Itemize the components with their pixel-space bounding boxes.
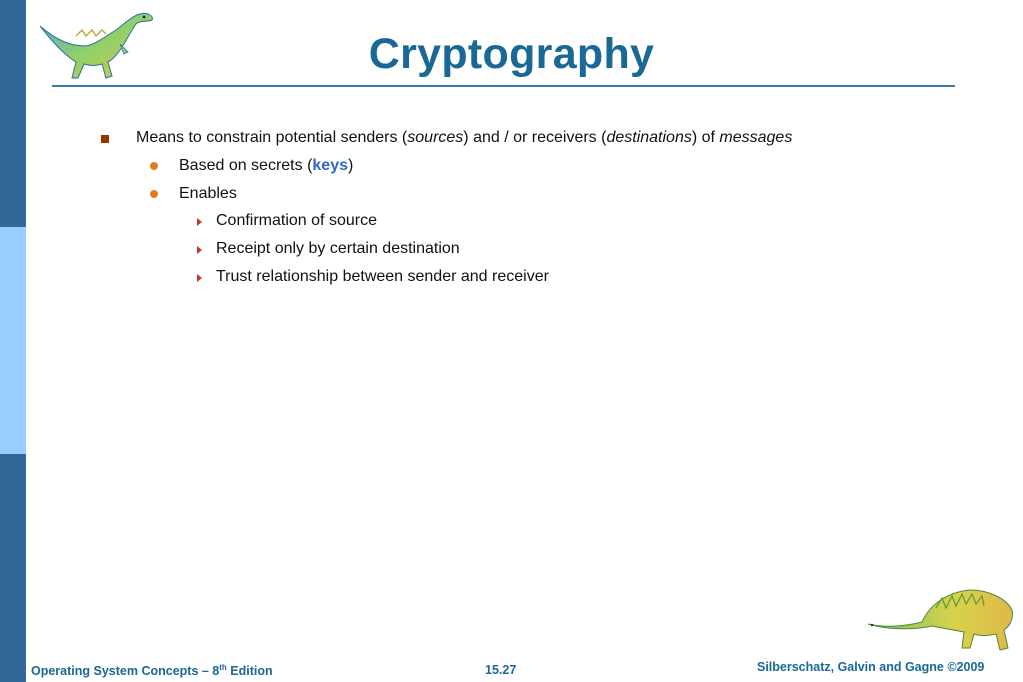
text-segment: ) [348,157,354,174]
footer-text: Operating System Concepts – 8 [31,664,220,679]
footer-page-number: 15.27 [485,663,517,677]
emphasis-destinations: destinations [606,129,692,146]
bullet-level3-item: Confirmation of source [216,212,377,229]
text-segment: ) of [691,129,720,146]
text-segment: Based on secrets ( [179,157,313,174]
emphasis-sources: sources [407,129,464,146]
footer-course-title [31,663,273,678]
arrow-bullet-icon [197,274,202,282]
emphasis-messages: messages [719,129,793,146]
bullet-level2-enables: Enables [179,185,237,202]
arrow-bullet-icon [197,246,202,254]
bullet-level3-item: Trust relationship between sender and receiver [216,268,549,285]
bullet-level1-text [136,129,792,147]
bullet-level2-keys [179,157,353,175]
slide-title: Cryptography [368,30,655,78]
text-segment: Means to constrain potential senders ( [136,129,408,146]
footer-superscript: th [219,663,227,672]
dinosaur-footer-icon [866,584,1016,654]
dot-bullet-icon [150,162,158,170]
keyword-keys: keys [312,157,348,174]
bullet-level3-item: Receipt only by certain destination [216,240,460,257]
arrow-bullet-icon [197,218,202,226]
dot-bullet-icon [150,190,158,198]
text-segment: ) and / or receivers ( [463,129,607,146]
footer-copyright: Silberschatz, Galvin and Gagne ©2009 [757,660,985,674]
square-bullet-icon [101,135,109,143]
footer-text: Edition [226,664,273,679]
